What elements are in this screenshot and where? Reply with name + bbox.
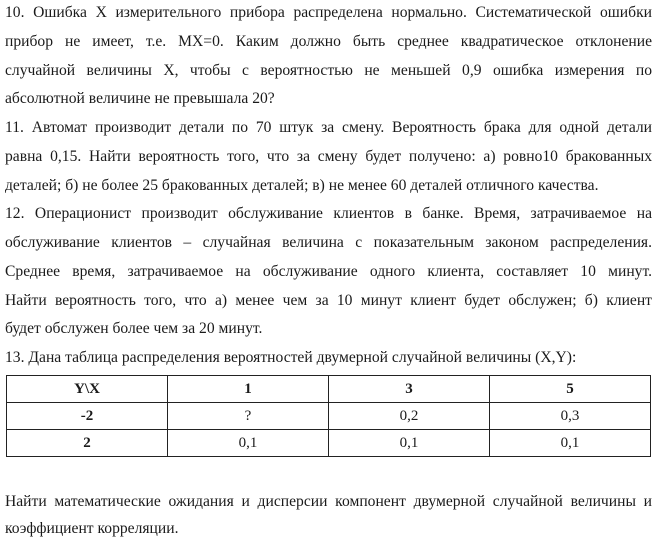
table-cell: 0,1 [329, 430, 490, 457]
problem-12-line-1: 12. Операционист производит обслуживание клиентов в банке. Время, затрачиваемое на [5, 205, 652, 222]
table-row [7, 430, 651, 457]
problem-11-line-3: деталей; б) не более 25 бракованных деталей; в) не менее 60 деталей отличного качества. [5, 177, 599, 194]
header-cell-x1: 1 [168, 376, 329, 403]
problem-12-line-4: Найти вероятность того, что а) менее чем за 10 минут клиент будет обслужен; б) клиент [5, 292, 652, 309]
distribution-table [6, 375, 651, 457]
problem-11-line-2: равна 0,15. Найти вероятность того, что за смену будет получено: а) ровно10 бракованных [5, 148, 652, 165]
table-row [7, 403, 651, 430]
table-cell: ? [168, 403, 329, 430]
problem-13-task-line-1: Найти математические ожидания и дисперсии компонент двумерной случайной величины и [5, 493, 652, 510]
table-cell: 0,2 [329, 403, 490, 430]
problem-10-line-3: случайной величины Х, чтобы с вероятностью не меньшей 0,9 ошибка измерения по [5, 62, 652, 79]
row-label-y-minus-2: -2 [7, 403, 168, 430]
problem-13-task-line-2: коэффициент корреляции. [5, 520, 179, 537]
problem-10-line-4: абсолютной величине не превышала 20? [5, 90, 275, 107]
problem-12-line-3: Среднее время, затрачиваемое на обслуживание одного клиента, составляет 10 минут. [5, 263, 652, 280]
table-header-row [7, 376, 651, 403]
table-cell: 0,1 [490, 430, 651, 457]
table-cell: 0,1 [168, 430, 329, 457]
problem-11-line-1: 11. Автомат производит детали по 70 штук за смену. Вероятность брака для одной детали [5, 119, 652, 136]
header-cell-x5: 5 [490, 376, 651, 403]
row-label-y-2: 2 [7, 430, 168, 457]
problem-13-intro: 13. Дана таблица распределения вероятностей двумерной случайной величины (X,Y): [5, 349, 577, 366]
table-cell: 0,3 [490, 403, 651, 430]
header-cell-yx: Y\X [7, 376, 168, 403]
problem-12-line-5: будет обслужен более чем за 20 минут. [5, 320, 263, 337]
header-cell-x3: 3 [329, 376, 490, 403]
problem-12-line-2: обслуживание клиентов – случайная величина с показательным законом распределения. [5, 234, 652, 251]
problem-10-line-2: прибор не имеет, т.е. МХ=0. Каким должно быть среднее квадратическое отклонение [5, 33, 652, 50]
problem-10-line-1: 10. Ошибка Х измерительного прибора распределена нормально. Систематической ошибки [5, 4, 652, 21]
